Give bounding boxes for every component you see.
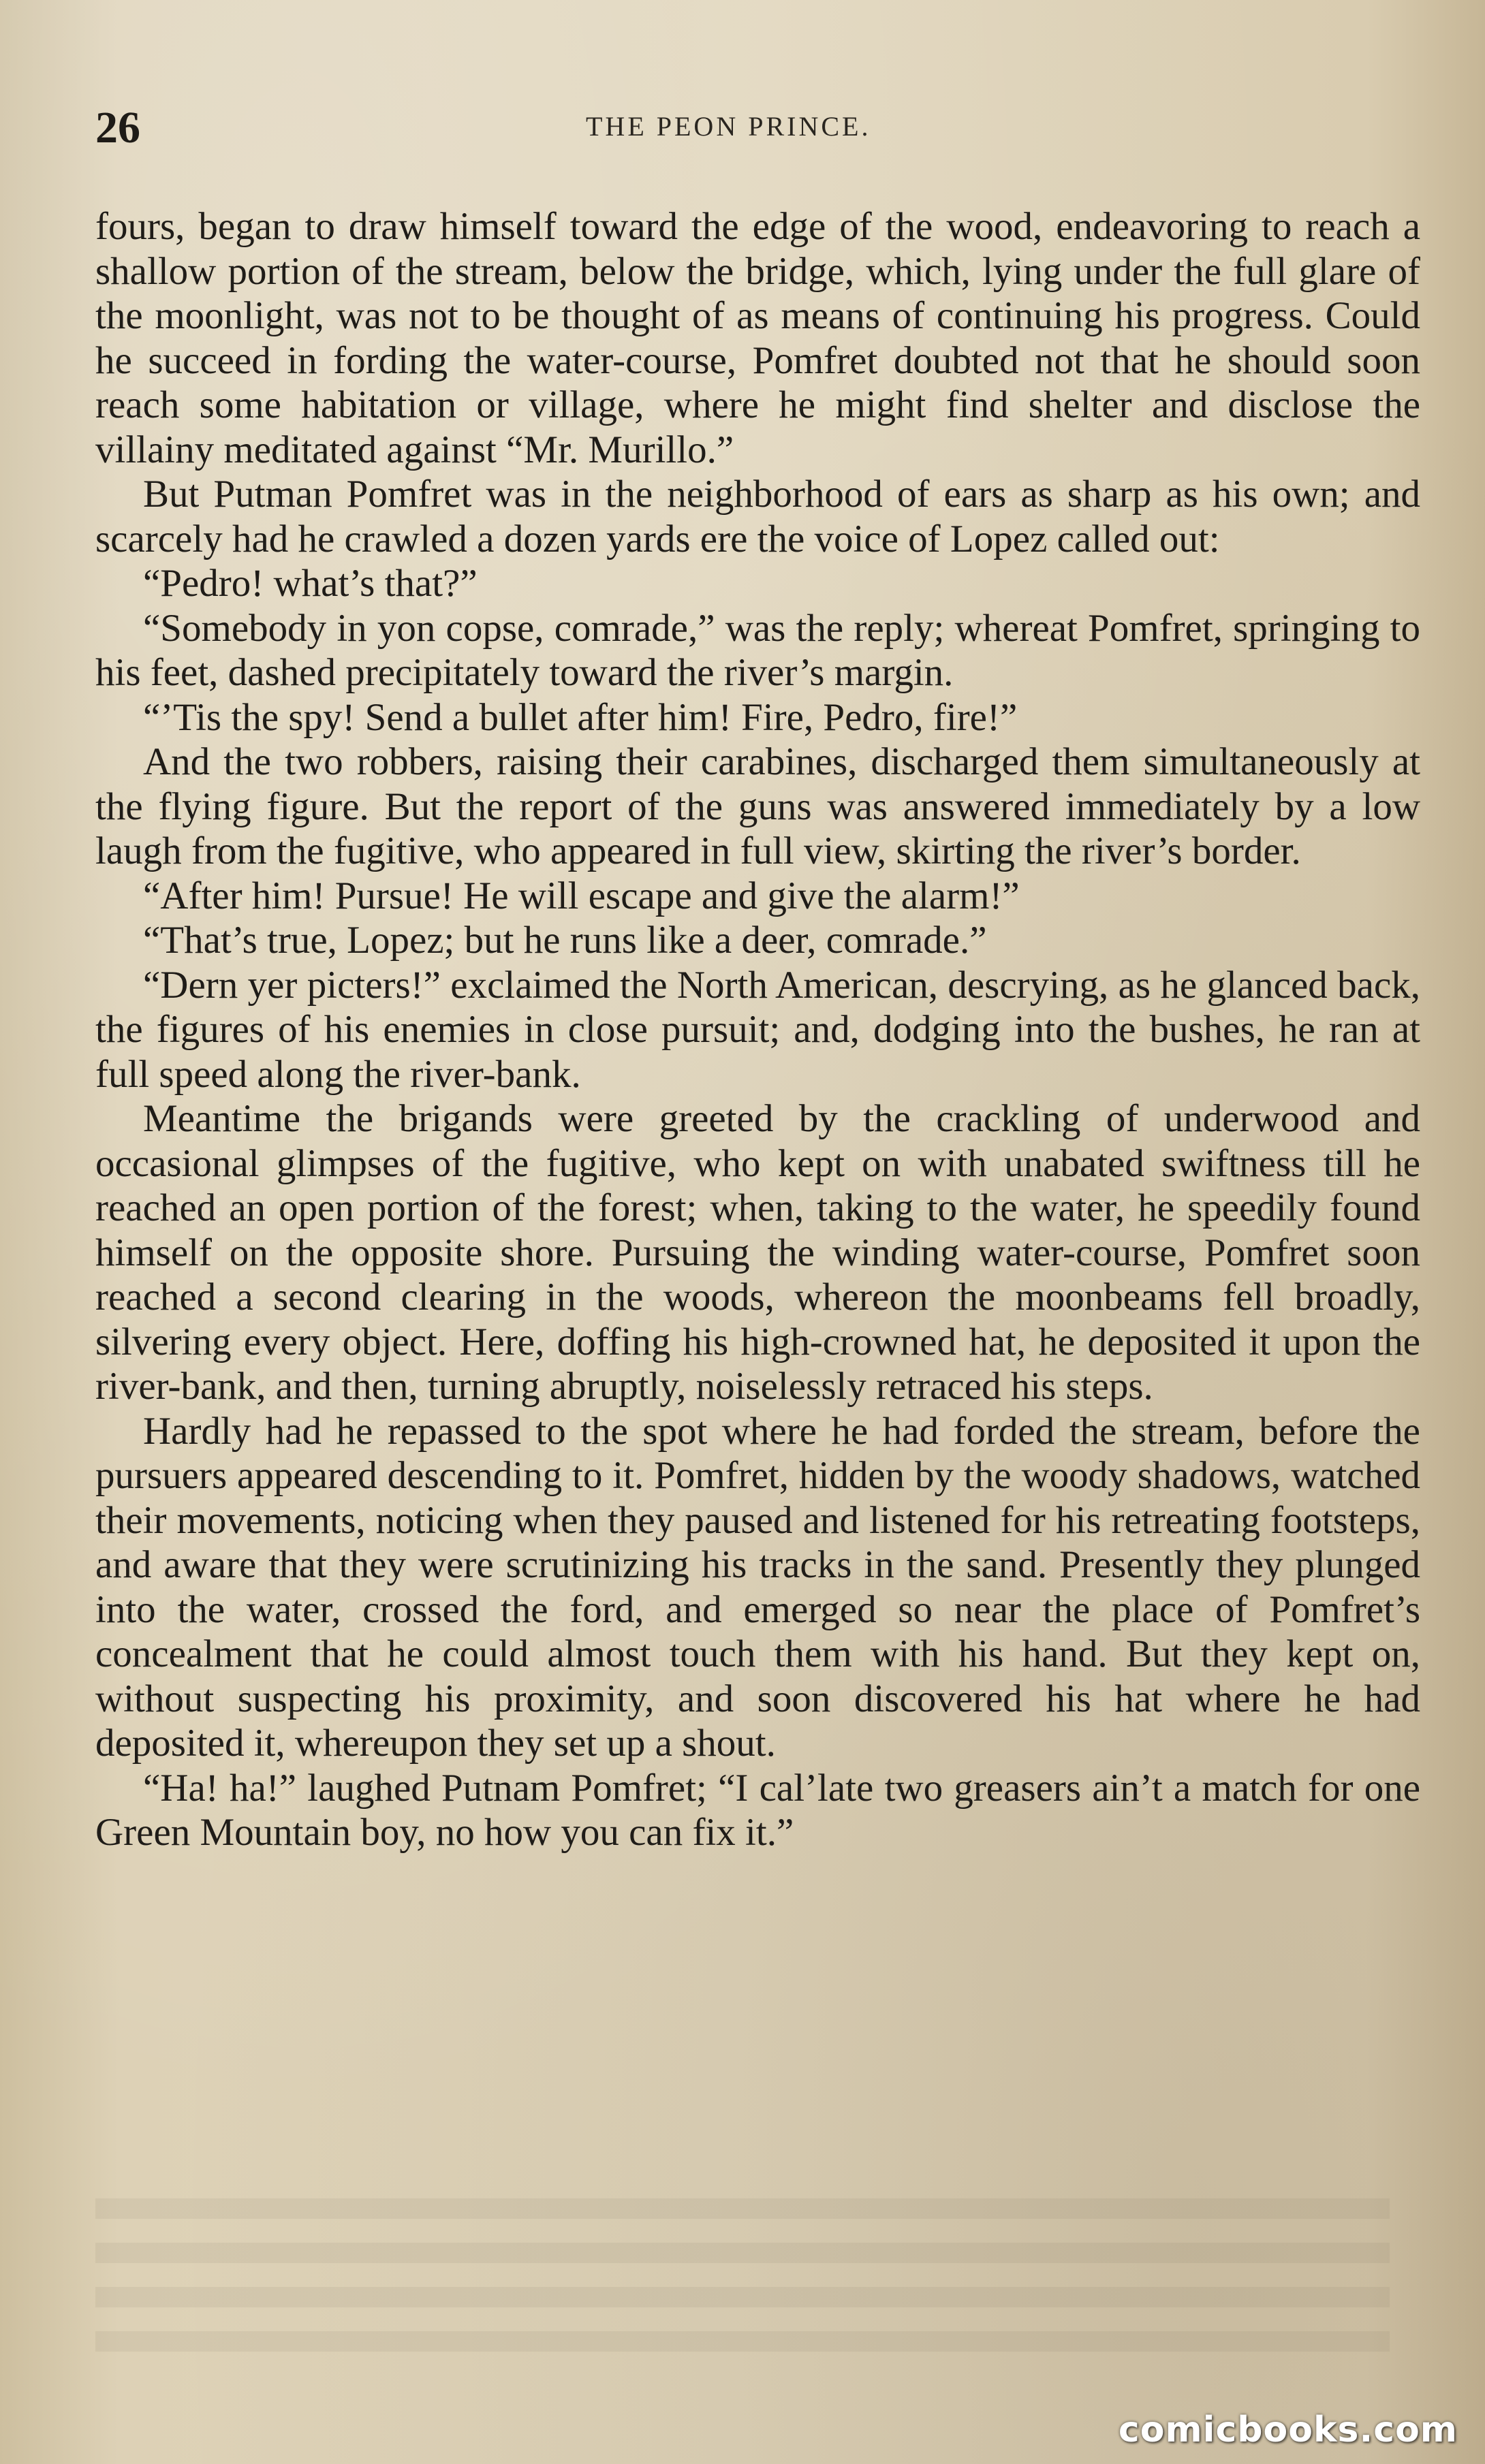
paragraph: “That’s true, Lopez; but he runs like a deer, comrade.” — [143, 919, 987, 962]
paragraph: “Pedro! what’s that?” — [143, 562, 478, 605]
page-number: 26 — [95, 103, 140, 153]
paragraph: fours, began to draw himself toward the edge of the wood, endeavoring to reach a shallow portion of the stream, below the bridge, which, lying under the full glare of the moonlight, was not to be thought of as means of continuing his progress. Could he succeed in fording the water-course, Pomfret doubted not that he should soon reach some habitation or village, where he might find shelter and disclose the villainy meditated against “Mr. Murillo.” — [95, 205, 1420, 471]
paragraph: “After him! Pursue! He will escape and give the alarm!” — [143, 874, 1020, 917]
paragraph: “Somebody in yon copse, comrade,” was the reply; whereat Pomfret, springing to his feet, dashed precipitately toward the river’s margin. — [95, 606, 1420, 694]
body-text — [95, 204, 1420, 1855]
paragraph: But Putman Pomfret was in the neighborhood of ears as sharp as his own; and scarcely had he crawled a dozen yards ere the voice of Lopez called out: — [95, 473, 1420, 560]
bleed-through-text — [95, 2198, 1390, 2375]
running-title: THE PEON PRINCE. — [586, 111, 871, 142]
paragraph: “Dern yer picters!” exclaimed the North American, descrying, as he glanced back, the figures of his enemies in close pursuit; and, dodging into the bushes, he ran at full speed along the river-bank. — [95, 963, 1420, 1096]
paragraph: Meantime the brigands were greeted by the crackling of underwood and occasional glimpses of the fugitive, who kept on with unabated swiftness till he reached an open portion of the forest; when, taking to the water, he speedily found himself on the opposite shore. Pursuing the winding water-course, Pomfret soon reached a second clearing in the woods, whereon the moonbeams fell broadly, silvering every object. Here, doffing his high-crowned hat, he deposited it upon the river-bank, and then, turning abruptly, noiselessly retraced his steps. — [95, 1097, 1420, 1408]
site-watermark: comicbooks.com — [1118, 2410, 1458, 2450]
page-header — [95, 102, 1417, 157]
paragraph: And the two robbers, raising their carabines, discharged them simultaneously at the flying figure. But the report of the guns was answered immediately by a low laugh from the fugitive, who appeared in full view, skirting the river’s border. — [95, 740, 1420, 872]
paragraph: Hardly had he repassed to the spot where he had forded the stream, before the pursuers appeared descending to it. Pomfret, hidden by the woody shadows, watched their movements, noticing when they paused and listened for his retreating footsteps, and aware that they were scrutinizing his tracks in the sand. Presently they plunged into the water, crossed the ford, and emerged so near the place of Pomfret’s concealment that he could almost touch them with his hand. But they kept on, without suspecting his proximity, and soon discovered his hat where he had deposited it, whereupon they set up a shout. — [95, 1409, 1420, 1765]
paragraph: “’Tis the spy! Send a bullet after him! Fire, Pedro, fire!” — [143, 695, 1018, 739]
paragraph: “Ha! ha!” laughed Putnam Pomfret; “I cal’late two greasers ain’t a match for one Green Mountain boy, no how you can fix it.” — [95, 1766, 1420, 1854]
